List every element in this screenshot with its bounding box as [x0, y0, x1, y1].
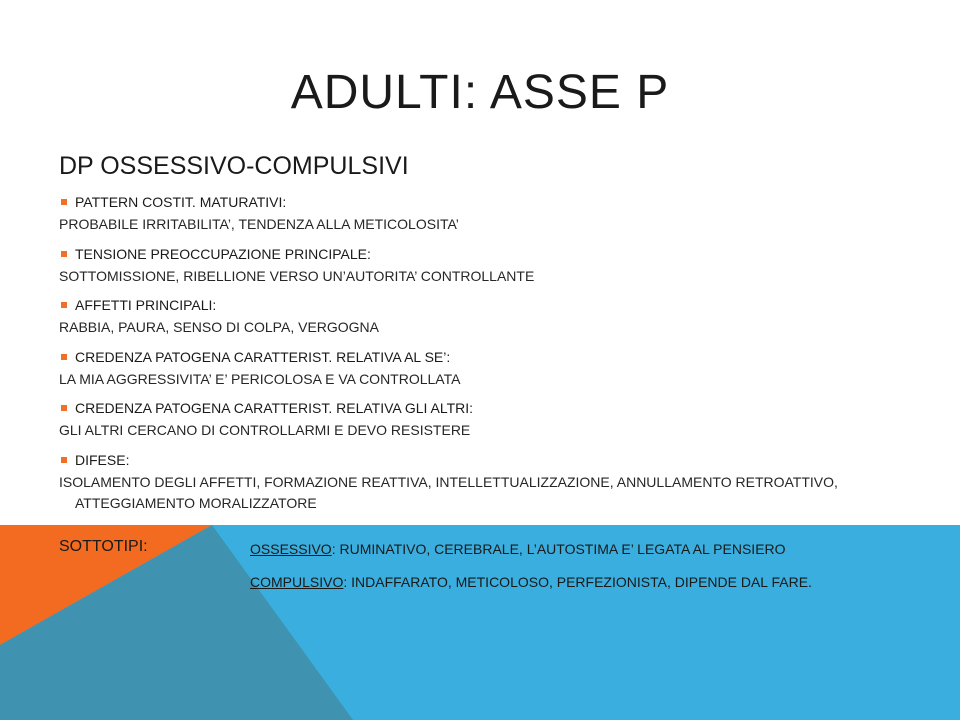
subtypes-label: SOTTOTIPI: [59, 538, 148, 555]
item-text: LA MIA AGGRESSIVITA’ E’ PERICOLOSA E VA CONTROLLATA [59, 370, 461, 387]
square-bullet-icon [61, 251, 67, 257]
item-text: SOTTOMISSIONE, RIBELLIONE VERSO UN’AUTORITA’ CONTROLLANTE [59, 267, 535, 284]
list-item [59, 448, 859, 514]
subtype-compulsive [250, 574, 812, 590]
list-item [59, 345, 859, 397]
item-text: ISOLAMENTO DEGLI AFFETTI, FORMAZIONE REATTIVA, INTELLETTUALIZZAZIONE, ANNULLAMENTO RETROATTIVO, ATTEGGIAMENTO MORALIZZATORE [59, 473, 838, 511]
subtype-name: OSSESSIVO [250, 541, 332, 557]
item-label: TENSIONE PREOCCUPAZIONE PRINCIPALE: [75, 245, 371, 262]
content-list [59, 190, 859, 514]
square-bullet-icon [61, 199, 67, 205]
item-text: RABBIA, PAURA, SENSO DI COLPA, VERGOGNA [59, 319, 380, 335]
square-bullet-icon [61, 457, 67, 463]
item-label: AFFETTI PRINCIPALI: [75, 297, 217, 313]
square-bullet-icon [61, 302, 67, 308]
square-bullet-icon [61, 405, 67, 411]
subtype-name: COMPULSIVO [250, 574, 344, 590]
list-item [59, 190, 859, 242]
subtype-description: : INDAFFARATO, METICOLOSO, PERFEZIONISTA, DIPENDE DAL FARE. [343, 574, 812, 590]
item-label: CREDENZA PATOGENA CARATTERIST. RELATIVA AL SE’: [75, 348, 451, 365]
list-item [59, 396, 859, 448]
item-text: PROBABILE IRRITABILITA’, TENDENZA ALLA METICOLOSITA’ [59, 216, 459, 232]
slide-title: ADULTI: ASSE P [290, 66, 670, 119]
list-item [59, 242, 859, 294]
list-item [59, 293, 859, 345]
item-label: PATTERN COSTIT. MATURATIVI: [75, 194, 287, 210]
section-heading: DP OSSESSIVO-COMPULSIVI [59, 152, 409, 180]
subtype-description: : RUMINATIVO, CEREBRALE, L’AUTOSTIMA E’ LEGATA AL PENSIERO [331, 541, 786, 557]
item-label: DIFESE: [75, 451, 130, 468]
item-label: CREDENZA PATOGENA CARATTERIST. RELATIVA GLI ALTRI: [75, 400, 474, 416]
item-text: GLI ALTRI CERCANO DI CONTROLLARMI E DEVO RESISTERE [59, 422, 471, 438]
square-bullet-icon [61, 354, 67, 360]
subtype-obsessive [250, 541, 786, 557]
